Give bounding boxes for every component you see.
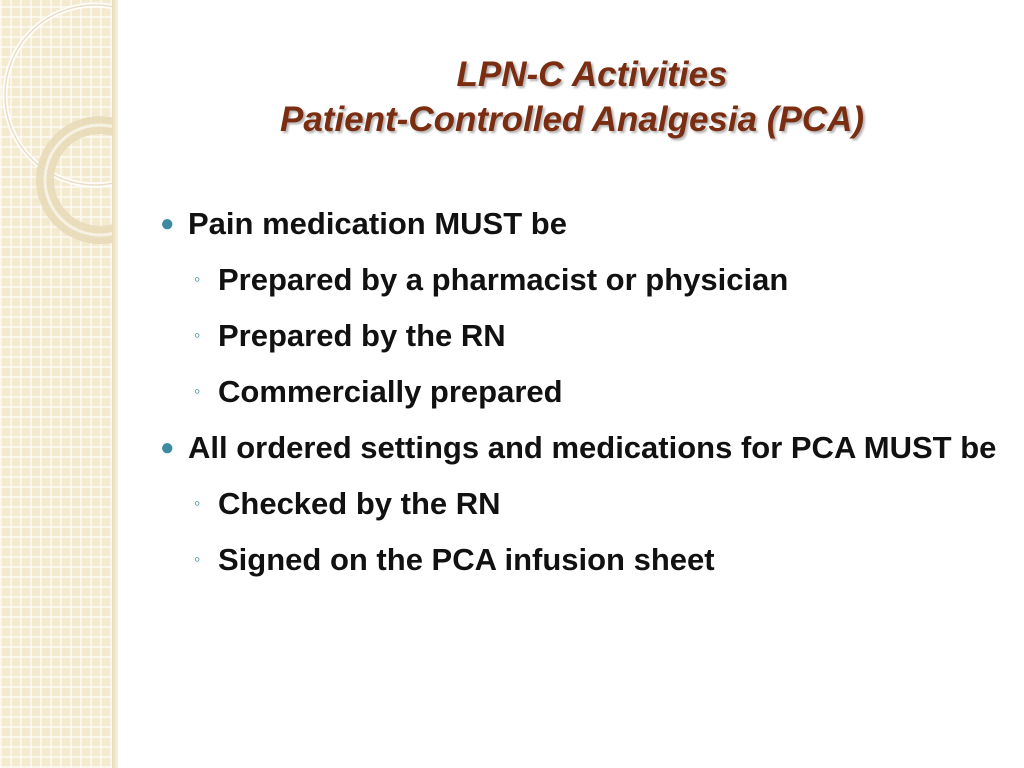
decorative-circles (0, 0, 112, 768)
slide-title (120, 52, 1024, 142)
title-line-1: LPN-C Activities (456, 55, 728, 94)
bullet-dot-icon: ● (160, 210, 175, 237)
bullet-dot-icon: ● (160, 434, 175, 461)
subbullet-text: Checked by the RN (218, 486, 501, 521)
subbullet-ring-icon: ◦ (194, 493, 201, 513)
subbullet-item (160, 373, 1000, 410)
subbullet-item (160, 317, 1000, 354)
bullet-item-pain-medication (160, 205, 1000, 242)
subbullet-text: Prepared by a pharmacist or physician (218, 262, 789, 297)
subbullet-item (160, 485, 1000, 522)
subbullet-ring-icon: ◦ (194, 325, 201, 345)
bullet-text: All ordered settings and medications for PCA MUST be (188, 430, 997, 465)
bullet-text: Pain medication MUST be (188, 206, 567, 241)
bullet-item-ordered-settings (160, 429, 1000, 466)
deco-circle-ring (45, 125, 112, 235)
title-line-2: Patient-Controlled Analgesia (PCA) (279, 100, 865, 139)
subbullet-text: Commercially prepared (218, 374, 563, 409)
subbullet-ring-icon: ◦ (194, 381, 201, 401)
decorative-side-panel (0, 0, 112, 768)
slide-content (160, 205, 1000, 597)
subbullet-text: Signed on the PCA infusion sheet (218, 542, 715, 577)
subbullet-text: Prepared by the RN (218, 318, 506, 353)
subbullet-ring-icon: ◦ (194, 269, 201, 289)
subbullet-item (160, 261, 1000, 298)
panel-edge-divider (112, 0, 118, 768)
subbullet-ring-icon: ◦ (194, 549, 201, 569)
subbullet-item (160, 541, 1000, 578)
